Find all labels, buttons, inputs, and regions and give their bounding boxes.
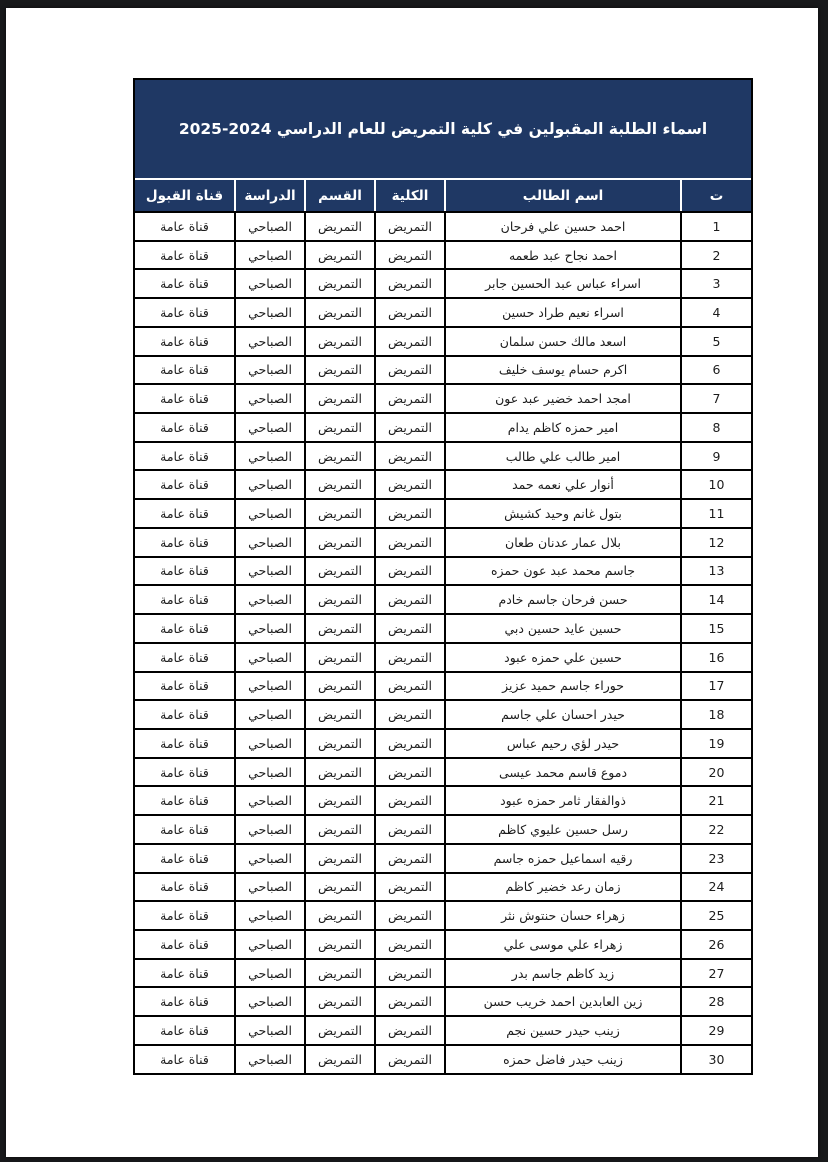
cell-name: اسراء عباس عبد الحسين جابر	[444, 270, 680, 297]
cell-name: حسن فرحان جاسم خادم	[444, 586, 680, 613]
cell-college: التمريض	[374, 558, 444, 585]
cell-channel: قناة عامة	[160, 1022, 209, 1038]
column-header-channel: قناة القبول	[135, 180, 234, 211]
cell-index: 29	[680, 1017, 751, 1044]
cell-study: الصباحي	[234, 701, 304, 728]
cell-study: الصباحي	[234, 1017, 304, 1044]
cell-study: الصباحي	[234, 874, 304, 901]
cell-name: رسل حسين عليوي كاظم	[444, 816, 680, 843]
column-header-department: القسم	[304, 180, 374, 211]
cell-channel: قناة عامة	[160, 1051, 209, 1067]
cell-index: 4	[680, 299, 751, 326]
cell-index: 7	[680, 385, 751, 412]
cell-index: 21	[680, 787, 751, 814]
cell-name: زيد كاظم جاسم بدر	[444, 960, 680, 987]
cell-department: التمريض	[304, 443, 374, 470]
cell-study: الصباحي	[234, 299, 304, 326]
cell-college: التمريض	[374, 902, 444, 929]
cell-name: حيدر احسان علي جاسم	[444, 701, 680, 728]
cell-study: الصباحي	[234, 443, 304, 470]
cell-channel: قناة عامة	[160, 994, 209, 1010]
cell-index: 15	[680, 615, 751, 642]
cell-study: الصباحي	[234, 787, 304, 814]
cell-name: امير طالب علي طالب	[444, 443, 680, 470]
cell-department: التمريض	[304, 931, 374, 958]
cell-index: 2	[680, 242, 751, 269]
cell-channel: قناة عامة	[160, 649, 209, 665]
cell-department: التمريض	[304, 586, 374, 613]
cell-department: التمريض	[304, 242, 374, 269]
cell-study: الصباحي	[234, 500, 304, 527]
cell-department: التمريض	[304, 845, 374, 872]
cell-college: التمريض	[374, 673, 444, 700]
table-row	[135, 642, 751, 671]
cell-department: التمريض	[304, 385, 374, 412]
column-header-name: اسم الطالب	[444, 180, 680, 211]
cell-study: الصباحي	[234, 357, 304, 384]
cell-channel: قناة عامة	[160, 821, 209, 837]
cell-college: التمريض	[374, 816, 444, 843]
cell-study: الصباحي	[234, 759, 304, 786]
table-body	[135, 211, 751, 1073]
cell-department: التمريض	[304, 730, 374, 757]
cell-channel: قناة عامة	[160, 563, 209, 579]
cell-college: التمريض	[374, 328, 444, 355]
cell-study: الصباحي	[234, 385, 304, 412]
cell-index: 20	[680, 759, 751, 786]
cell-department: التمريض	[304, 1017, 374, 1044]
cell-study: الصباحي	[234, 1046, 304, 1073]
cell-channel: قناة عامة	[160, 908, 209, 924]
table-row	[135, 699, 751, 728]
cell-channel: قناة عامة	[160, 850, 209, 866]
cell-channel: قناة عامة	[160, 735, 209, 751]
cell-study: الصباحي	[234, 328, 304, 355]
cell-index: 6	[680, 357, 751, 384]
cell-college: التمريض	[374, 960, 444, 987]
cell-college: التمريض	[374, 1046, 444, 1073]
cell-name: حسين علي حمزه عبود	[444, 644, 680, 671]
cell-channel: قناة عامة	[160, 965, 209, 981]
cell-college: التمريض	[374, 644, 444, 671]
table-row	[135, 613, 751, 642]
cell-index: 12	[680, 529, 751, 556]
table-row	[135, 958, 751, 987]
cell-index: 25	[680, 902, 751, 929]
cell-name: زينب حيدر فاضل حمزه	[444, 1046, 680, 1073]
cell-index: 23	[680, 845, 751, 872]
cell-college: التمريض	[374, 529, 444, 556]
cell-department: التمريض	[304, 270, 374, 297]
cell-college: التمريض	[374, 931, 444, 958]
cell-index: 8	[680, 414, 751, 441]
cell-channel: قناة عامة	[160, 448, 209, 464]
cell-department: التمريض	[304, 787, 374, 814]
cell-name: امير حمزه كاظم يدام	[444, 414, 680, 441]
table-row	[135, 297, 751, 326]
cell-college: التمريض	[374, 414, 444, 441]
cell-index: 5	[680, 328, 751, 355]
cell-study: الصباحي	[234, 270, 304, 297]
cell-name: اسعد مالك حسن سلمان	[444, 328, 680, 355]
cell-index: 11	[680, 500, 751, 527]
cell-channel: قناة عامة	[160, 678, 209, 694]
cell-channel: قناة عامة	[160, 419, 209, 435]
cell-index: 3	[680, 270, 751, 297]
cell-index: 19	[680, 730, 751, 757]
cell-study: الصباحي	[234, 988, 304, 1015]
cell-department: التمريض	[304, 902, 374, 929]
cell-study: الصباحي	[234, 213, 304, 240]
cell-index: 9	[680, 443, 751, 470]
cell-study: الصباحي	[234, 960, 304, 987]
column-header-index: ت	[680, 180, 751, 211]
table-row	[135, 556, 751, 585]
cell-college: التمريض	[374, 586, 444, 613]
document-page	[6, 8, 818, 1157]
cell-channel: قناة عامة	[160, 247, 209, 263]
cell-index: 22	[680, 816, 751, 843]
cell-college: التمريض	[374, 357, 444, 384]
cell-index: 27	[680, 960, 751, 987]
cell-college: التمريض	[374, 787, 444, 814]
cell-name: أنوار علي نعمه حمد	[444, 471, 680, 498]
cell-department: التمريض	[304, 414, 374, 441]
table-row	[135, 929, 751, 958]
cell-study: الصباحي	[234, 902, 304, 929]
cell-name: اسراء نعيم طراد حسين	[444, 299, 680, 326]
cell-college: التمريض	[374, 701, 444, 728]
cell-study: الصباحي	[234, 242, 304, 269]
cell-name: امجد احمد خضير عبد عون	[444, 385, 680, 412]
cell-department: التمريض	[304, 615, 374, 642]
table-row	[135, 412, 751, 441]
cell-department: التمريض	[304, 701, 374, 728]
table-row	[135, 814, 751, 843]
column-header-college: الكلية	[374, 180, 444, 211]
cell-channel: قناة عامة	[160, 506, 209, 522]
cell-name: حسين عايد حسين دبي	[444, 615, 680, 642]
cell-study: الصباحي	[234, 816, 304, 843]
cell-department: التمريض	[304, 673, 374, 700]
cell-department: التمريض	[304, 529, 374, 556]
cell-name: ذوالفقار ثامر حمزه عبود	[444, 787, 680, 814]
table-row	[135, 355, 751, 384]
table-row	[135, 872, 751, 901]
cell-department: التمريض	[304, 357, 374, 384]
students-table	[133, 78, 753, 1075]
cell-channel: قناة عامة	[160, 362, 209, 378]
cell-name: زهراء علي موسى علي	[444, 931, 680, 958]
cell-department: التمريض	[304, 988, 374, 1015]
cell-department: التمريض	[304, 874, 374, 901]
cell-channel: قناة عامة	[160, 333, 209, 349]
cell-department: التمريض	[304, 558, 374, 585]
cell-channel: قناة عامة	[160, 534, 209, 550]
cell-name: احمد نجاح عبد طعمه	[444, 242, 680, 269]
cell-study: الصباحي	[234, 931, 304, 958]
cell-index: 28	[680, 988, 751, 1015]
cell-index: 10	[680, 471, 751, 498]
cell-college: التمريض	[374, 1017, 444, 1044]
cell-study: الصباحي	[234, 558, 304, 585]
cell-study: الصباحي	[234, 471, 304, 498]
cell-department: التمريض	[304, 644, 374, 671]
cell-index: 14	[680, 586, 751, 613]
table-row	[135, 1015, 751, 1044]
cell-college: التمريض	[374, 213, 444, 240]
cell-department: التمريض	[304, 759, 374, 786]
cell-channel: قناة عامة	[160, 879, 209, 895]
column-header-study: الدراسة	[234, 180, 304, 211]
table-row	[135, 240, 751, 269]
cell-channel: قناة عامة	[160, 592, 209, 608]
cell-department: التمريض	[304, 960, 374, 987]
cell-college: التمريض	[374, 299, 444, 326]
cell-name: رقيه اسماعيل حمزه جاسم	[444, 845, 680, 872]
cell-index: 17	[680, 673, 751, 700]
cell-channel: قناة عامة	[160, 218, 209, 234]
cell-college: التمريض	[374, 500, 444, 527]
cell-college: التمريض	[374, 270, 444, 297]
cell-channel: قناة عامة	[160, 620, 209, 636]
cell-name: اكرم حسام يوسف خليف	[444, 357, 680, 384]
cell-index: 30	[680, 1046, 751, 1073]
cell-name: جاسم محمد عبد عون حمزه	[444, 558, 680, 585]
cell-index: 24	[680, 874, 751, 901]
table-row	[135, 671, 751, 700]
cell-college: التمريض	[374, 471, 444, 498]
cell-study: الصباحي	[234, 673, 304, 700]
cell-index: 13	[680, 558, 751, 585]
cell-department: التمريض	[304, 816, 374, 843]
table-row	[135, 441, 751, 470]
cell-channel: قناة عامة	[160, 936, 209, 952]
cell-college: التمريض	[374, 845, 444, 872]
table-row	[135, 1044, 751, 1073]
table-row	[135, 527, 751, 556]
table-header-row	[135, 178, 751, 211]
cell-study: الصباحي	[234, 586, 304, 613]
cell-name: حوراء جاسم حميد عزيز	[444, 673, 680, 700]
cell-index: 26	[680, 931, 751, 958]
cell-department: التمريض	[304, 299, 374, 326]
cell-channel: قناة عامة	[160, 305, 209, 321]
cell-study: الصباحي	[234, 529, 304, 556]
table-row	[135, 498, 751, 527]
cell-name: دموع قاسم محمد عيسى	[444, 759, 680, 786]
cell-study: الصباحي	[234, 845, 304, 872]
cell-college: التمريض	[374, 874, 444, 901]
cell-department: التمريض	[304, 1046, 374, 1073]
table-row	[135, 584, 751, 613]
cell-name: زهراء حسان حنتوش نثر	[444, 902, 680, 929]
cell-channel: قناة عامة	[160, 707, 209, 723]
cell-study: الصباحي	[234, 730, 304, 757]
table-title: اسماء الطلبة المقبولين في كلية التمريض للعام الدراسي 2024-2025	[135, 80, 751, 178]
table-row	[135, 469, 751, 498]
cell-name: زمان رعد خضير كاظم	[444, 874, 680, 901]
cell-name: بتول غانم وحيد كشيش	[444, 500, 680, 527]
cell-channel: قناة عامة	[160, 477, 209, 493]
table-row	[135, 211, 751, 240]
cell-college: التمريض	[374, 988, 444, 1015]
cell-college: التمريض	[374, 730, 444, 757]
cell-index: 18	[680, 701, 751, 728]
cell-name: زين العابدين احمد خريب حسن	[444, 988, 680, 1015]
cell-name: بلال عمار عدنان طعان	[444, 529, 680, 556]
cell-channel: قناة عامة	[160, 793, 209, 809]
table-row	[135, 986, 751, 1015]
cell-name: حيدر لؤي رحيم عباس	[444, 730, 680, 757]
table-row	[135, 785, 751, 814]
cell-index: 1	[680, 213, 751, 240]
table-row	[135, 757, 751, 786]
cell-index: 16	[680, 644, 751, 671]
cell-study: الصباحي	[234, 615, 304, 642]
cell-channel: قناة عامة	[160, 764, 209, 780]
table-row	[135, 728, 751, 757]
cell-college: التمريض	[374, 443, 444, 470]
table-row	[135, 326, 751, 355]
table-row	[135, 843, 751, 872]
cell-study: الصباحي	[234, 414, 304, 441]
cell-department: التمريض	[304, 500, 374, 527]
cell-department: التمريض	[304, 471, 374, 498]
table-row	[135, 900, 751, 929]
cell-college: التمريض	[374, 242, 444, 269]
cell-channel: قناة عامة	[160, 276, 209, 292]
cell-department: التمريض	[304, 328, 374, 355]
cell-college: التمريض	[374, 385, 444, 412]
cell-name: احمد حسين علي فرحان	[444, 213, 680, 240]
cell-study: الصباحي	[234, 644, 304, 671]
cell-channel: قناة عامة	[160, 391, 209, 407]
cell-department: التمريض	[304, 213, 374, 240]
cell-name: زينب حيدر حسين نجم	[444, 1017, 680, 1044]
table-row	[135, 383, 751, 412]
cell-college: التمريض	[374, 615, 444, 642]
cell-college: التمريض	[374, 759, 444, 786]
table-row	[135, 268, 751, 297]
